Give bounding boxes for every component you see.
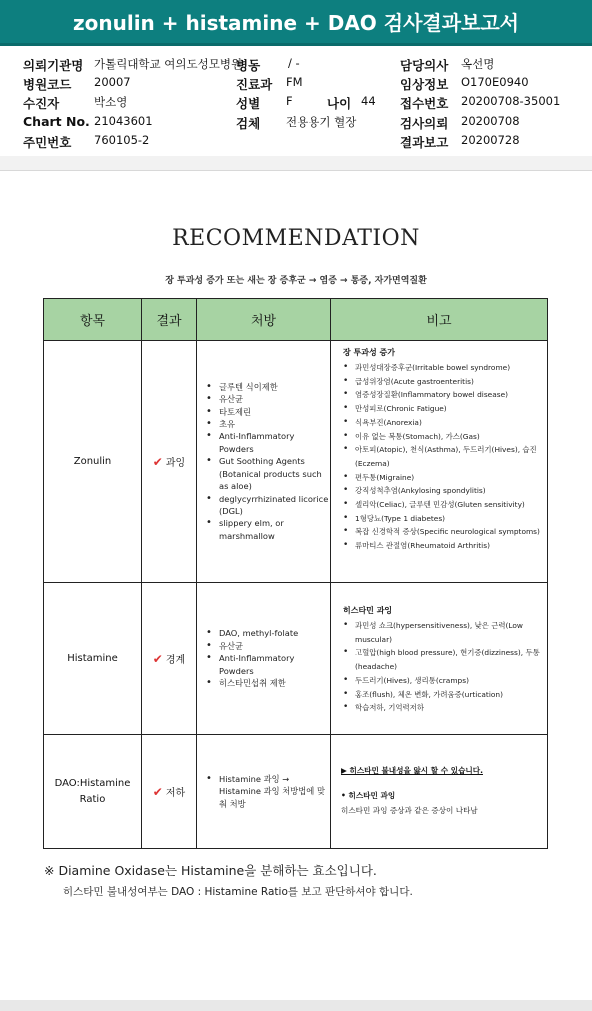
info-row-3 [0, 94, 592, 113]
value-doctor: 옥선명 [461, 57, 495, 71]
list-item: • 히스타민섭취 제한 [219, 677, 330, 689]
note-list-histamine [331, 619, 547, 715]
list-item: • 타토제린 [219, 406, 330, 418]
check-mark-icon: ✔ [152, 455, 163, 469]
list-item: • DAO, methyl-folate [219, 627, 330, 639]
info-row-5 [0, 133, 592, 152]
list-item: • 홍조(flush), 체온 변화, 가려움증(urtication) [355, 688, 543, 702]
recommendation-title: RECOMMENDATION [172, 226, 420, 251]
list-item: • 과민성 쇼크(hypersensitiveness), 낮은 근력(Low muscular) [355, 619, 543, 646]
result-cell-zonulin [142, 341, 197, 583]
prescription-list-histamine [197, 627, 330, 689]
table-row-dao-ratio [44, 735, 548, 849]
list-item: • 두드러기(Hives), 생리통(cramps) [355, 674, 543, 688]
page-bottom-separator [0, 1000, 592, 1011]
list-item: • Gut Soothing Agents (Botanical products such as aloe) [219, 455, 330, 492]
list-item: • 강직성척추염(Ankylosing spondylitis) [355, 484, 543, 498]
list-item: • 고혈압(high blood pressure), 현기증(dizziness), 두통(headache) [355, 646, 543, 673]
label-receipt-number: 접수번호 [400, 96, 449, 111]
label-department: 진료과 [236, 77, 273, 92]
value-result-report-date: 20200728 [461, 133, 520, 147]
prescription-list-zonulin [197, 381, 330, 542]
prescription-cell-histamine [197, 583, 331, 735]
label-chart-no: Chart No. [23, 114, 90, 129]
value-test-request-date: 20200708 [461, 114, 520, 128]
item-zonulin: Zonulin [44, 341, 142, 583]
value-hospital-code: 20007 [94, 75, 131, 89]
list-item: • 유산균 [219, 393, 330, 405]
result-histamine: 경계 [165, 655, 186, 666]
list-item: • 염증성장질환(Inflammatory bowel disease) [355, 388, 543, 402]
note-title-text-dao-ratio: 히스타민 과잉 [348, 791, 396, 800]
column-header-note: 비고 [331, 299, 548, 341]
list-item: • 편두통(Migraine) [355, 471, 543, 485]
footer-note-line1: ※ Diamine Oxidase는 Histamine을 분해하는 효소입니다. [44, 863, 377, 878]
label-requesting-institution: 의뢰기관명 [23, 58, 84, 73]
note-alert-dao-ratio: ▶ 히스타민 불내성을 앓시 할 수 있습니다. [341, 766, 483, 775]
info-row-4 [0, 114, 592, 133]
list-item: • 이유 없는 복통(Stomach), 가스(Gas) [355, 430, 543, 444]
recommendation-table [43, 298, 548, 849]
check-mark-icon: ✔ [152, 652, 163, 666]
list-item: • slippery elm, or marshmallow [219, 517, 330, 542]
column-header-result: 결과 [142, 299, 197, 341]
table-header-row [44, 299, 548, 341]
list-item: • 학습저하, 기억력저하 [355, 701, 543, 715]
note-cell-dao-ratio [331, 735, 548, 849]
footer-note-line2: 히스타민 불내성여부는 DAO : Histamine Ratio를 보고 판단하셔야 합니다. [63, 886, 413, 898]
list-item: • 초유 [219, 418, 330, 430]
info-row-1 [0, 56, 592, 75]
value-sex: F [286, 94, 293, 108]
column-header-item: 항목 [44, 299, 142, 341]
result-cell-histamine [142, 583, 197, 735]
value-requesting-institution: 가톨릭대학교 여의도성모병원 [94, 57, 243, 71]
label-resident-number: 주민번호 [23, 135, 72, 150]
report-title: zonulin + histamine + DAO 검사결과보고서 [0, 0, 592, 46]
label-ward: 병동 [236, 58, 261, 73]
list-item: • 만성피로(Chronic Fatigue) [355, 402, 543, 416]
value-receipt-number: 20200708-35001 [461, 94, 561, 108]
value-ward: / - [288, 56, 300, 70]
list-item: • Histamine 과잉 → Histamine 과잉 처방법에 맞춰 처방 [219, 773, 330, 810]
value-age: 44 [361, 94, 376, 108]
value-resident-number: 760105-2 [94, 133, 150, 147]
result-zonulin: 과잉 [165, 458, 186, 469]
list-item: • Anti-Inflammatory Powders [219, 652, 330, 677]
note-text-dao-ratio: 히스타민 과잉 증상과 같은 증상이 나타남 [341, 806, 478, 815]
list-item: • 글루텐 식이제한 [219, 381, 330, 393]
list-item: • 류마티스 관절염(Rheumatoid Arthritis) [355, 539, 543, 553]
prescription-cell-zonulin [197, 341, 331, 583]
table-row-zonulin [44, 341, 548, 583]
recommendation-subtitle: 장 투과성 증가 또는 새는 장 증후군 → 염증 → 통증, 자가면역질환 [165, 276, 427, 286]
note-cell-zonulin [331, 341, 548, 583]
label-result-report-date: 결과보고 [400, 135, 449, 150]
note-title-zonulin: 장 투과성 증가 [343, 348, 395, 357]
label-test-request-date: 검사의뢰 [400, 116, 449, 131]
label-clinical-info: 임상정보 [400, 77, 449, 92]
list-item: • 급성위장염(Acute gastroenteritis) [355, 375, 543, 389]
value-clinical-info: O170E0940 [461, 75, 529, 89]
result-cell-dao-ratio [142, 735, 197, 849]
value-specimen: 전용용기 혈장 [286, 115, 357, 129]
item-histamine: Histamine [44, 583, 142, 735]
info-row-2 [0, 75, 592, 94]
note-cell-histamine [331, 583, 548, 735]
table-row-histamine [44, 583, 548, 735]
list-item: • 셀리악(Celiac), 글루텐 민감성(Gluten sensitivity) [355, 498, 543, 512]
check-mark-icon: ✔ [152, 785, 163, 799]
prescription-cell-dao-ratio [197, 735, 331, 849]
item-dao-ratio: DAO:Histamine Ratio [44, 735, 142, 849]
patient-info [0, 52, 592, 162]
label-specimen: 검체 [236, 116, 261, 131]
note-title-histamine: 히스타민 과잉 [343, 606, 393, 615]
list-item: • 1형당뇨(Type 1 diabetes) [355, 512, 543, 526]
label-patient: 수진자 [23, 96, 60, 111]
label-doctor: 담당의사 [400, 58, 449, 73]
list-item: • 유산균 [219, 640, 330, 652]
value-department: FM [286, 75, 303, 89]
list-item: • 과민성대장증후군(Irritable bowel syndrome) [355, 361, 543, 375]
note-list-zonulin [331, 361, 547, 553]
label-hospital-code: 병원코드 [23, 77, 72, 92]
value-patient: 박소영 [94, 95, 128, 109]
value-chart-no: 21043601 [94, 114, 153, 128]
column-header-prescription: 처방 [197, 299, 331, 341]
label-sex: 성별 [236, 96, 261, 111]
label-age: 나이 [327, 96, 352, 111]
page-separator [0, 156, 592, 170]
prescription-list-dao-ratio [197, 773, 330, 810]
note-title-dao-ratio: • 히스타민 과잉 [341, 791, 396, 800]
result-dao-ratio: 저하 [165, 788, 186, 799]
list-item: • 복잡 신경학적 증상(Specific neurological symptoms) [355, 525, 543, 539]
list-item: • deglycyrrhizinated licorice (DGL) [219, 493, 330, 518]
list-item: • 식욕부진(Anorexia) [355, 416, 543, 430]
list-item: • Anti-Inflammatory Powders [219, 430, 330, 455]
list-item: • 아토피(Atopic), 천식(Asthma), 두드러기(Hives), 습진(Eczema) [355, 443, 543, 470]
